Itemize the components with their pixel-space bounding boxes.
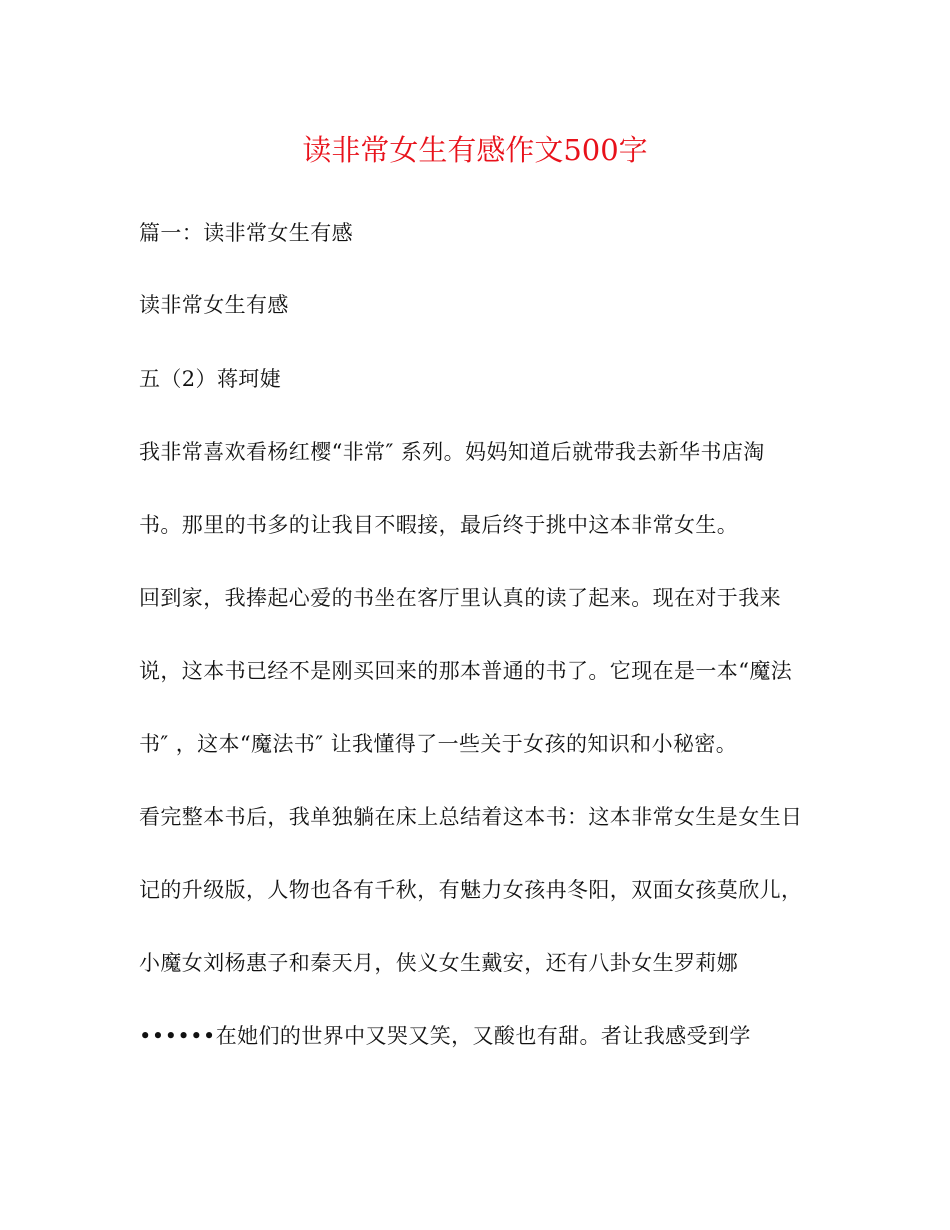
document-title: 读非常女生有感作文500字	[302, 133, 648, 167]
paragraph-line: 说，这本书已经不是刚买回来的那本普通的书了。它现在是一本“魔法	[139, 659, 793, 683]
paragraph-line: 我非常喜欢看杨红樱“非常″ 系列。妈妈知道后就带我去新华书店淘	[139, 440, 765, 464]
paragraph-line: 看完整本书后，我单独躺在床上总结着这本书：这本非常女生是女生日	[139, 805, 803, 829]
section-heading: 篇一：读非常女生有感	[139, 221, 353, 245]
author-line: 五（2）蒋珂婕	[139, 367, 282, 391]
paragraph-line: 记的升级版，人物也各有千秋，有魅力女孩冉冬阳，双面女孩莫欣儿，	[139, 878, 803, 902]
paragraph-line: 书″ ，这本“魔法书″ 让我懂得了一些关于女孩的知识和小秘密。	[139, 732, 738, 756]
paragraph-line: 回到家，我捧起心爱的书坐在客厅里认真的读了起来。现在对于我来	[139, 586, 781, 610]
article-title: 读非常女生有感	[139, 293, 289, 317]
paragraph-line: 书。那里的书多的让我目不暇接，最后终于挑中这本非常女生。	[139, 513, 739, 537]
paragraph-line: ••••••在她们的世界中又哭又笑，又酸也有甜。者让我感受到学	[139, 1024, 751, 1048]
paragraph-line: 小魔女刘杨惠子和秦天月，侠义女生戴安，还有八卦女生罗莉娜	[139, 951, 739, 975]
